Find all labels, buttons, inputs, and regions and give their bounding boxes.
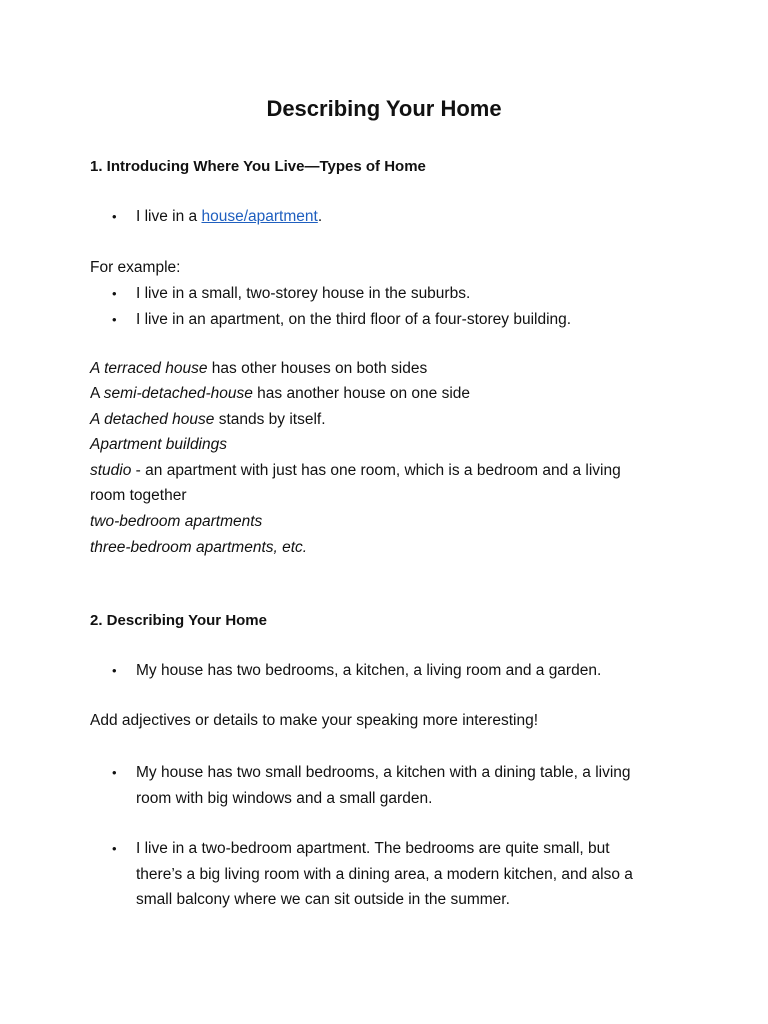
bullet-text: I live in a two-bedroom apartment. The bedrooms are quite small, but there’s a big living room with a dining area, a modern kitchen, and also a small balcony where we can sit outside in the summer. bbox=[136, 840, 633, 908]
list-item bbox=[112, 658, 672, 684]
semi-detached-line bbox=[90, 383, 470, 405]
term: A detached house bbox=[90, 411, 215, 428]
term: studio bbox=[90, 462, 132, 479]
bullet-icon: • bbox=[112, 765, 117, 780]
three-bedroom-line bbox=[90, 537, 307, 559]
definition: - an apartment with just has one room, which is a bedroom and a living bbox=[131, 462, 621, 479]
section-2-heading: 2. Describing Your Home bbox=[90, 612, 267, 629]
bullet-suffix: . bbox=[317, 208, 323, 225]
term: two-bedroom apartments bbox=[90, 513, 263, 530]
apartment-buildings-line bbox=[90, 434, 227, 456]
bullet-icon: • bbox=[112, 841, 117, 856]
list-item bbox=[112, 281, 672, 307]
bullet-text: My house has two small bedrooms, a kitchen with a dining table, a living room with big windows and a small garden. bbox=[136, 764, 631, 807]
term: three-bedroom apartments, etc. bbox=[90, 539, 308, 556]
example-text: I live in an apartment, on the third floor of a four-storey building. bbox=[136, 311, 572, 328]
section-1-heading: 1. Introducing Where You Live—Types of Home bbox=[90, 158, 426, 175]
studio-line-continued: room together bbox=[90, 487, 187, 504]
terraced-house-line bbox=[90, 358, 427, 380]
example-label: For example: bbox=[90, 259, 181, 276]
tip-text: Add adjectives or details to make your speaking more interesting! bbox=[90, 712, 539, 729]
bullet-icon: • bbox=[112, 286, 117, 301]
bullet-icon: • bbox=[112, 312, 117, 327]
example-text: I live in a small, two-storey house in the suburbs. bbox=[136, 285, 471, 302]
list-item bbox=[112, 760, 672, 811]
studio-line bbox=[90, 460, 621, 482]
bullet-icon: • bbox=[112, 209, 117, 224]
bullet-text: I live in a bbox=[136, 208, 202, 225]
definition: has other houses on both sides bbox=[207, 360, 428, 377]
page-title: Describing Your Home bbox=[266, 96, 502, 121]
term: semi-detached-house bbox=[103, 385, 253, 402]
list-item bbox=[112, 204, 672, 230]
term: Apartment buildings bbox=[90, 436, 227, 453]
two-bedroom-line bbox=[90, 511, 262, 533]
term: A terraced house bbox=[90, 360, 208, 377]
definition: has another house on one side bbox=[252, 385, 471, 402]
definition: stands by itself. bbox=[214, 411, 326, 428]
list-item bbox=[112, 836, 672, 913]
detached-house-line bbox=[90, 409, 326, 431]
bullet-icon: • bbox=[112, 663, 117, 678]
list-item bbox=[112, 307, 672, 333]
house-apartment-link[interactable]: house/apartment bbox=[201, 208, 318, 225]
bullet-text: My house has two bedrooms, a kitchen, a living room and a garden. bbox=[136, 662, 602, 679]
article: A bbox=[90, 385, 104, 402]
